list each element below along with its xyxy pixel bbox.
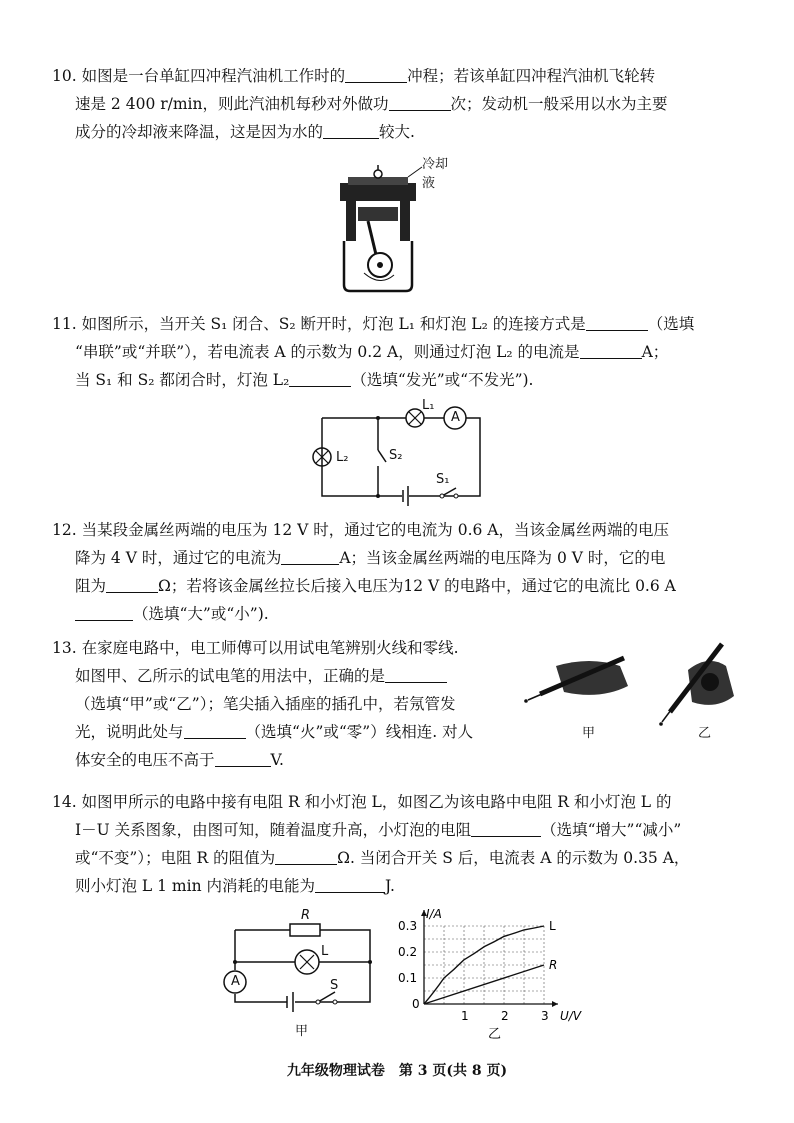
circuit-figure-q11	[312, 400, 492, 510]
answer-blank[interactable]	[215, 748, 271, 767]
y-tick-label: 0.1	[398, 971, 418, 985]
answer-blank[interactable]	[289, 368, 351, 387]
y-tick-label: 0.2	[398, 945, 418, 959]
x-axis-label: U/V	[560, 1009, 582, 1023]
answer-blank[interactable]	[345, 64, 407, 83]
resistor-r-label: R	[301, 908, 311, 923]
answer-blank[interactable]	[184, 720, 246, 739]
answer-blank[interactable]	[385, 664, 447, 683]
coolant-label: 冷却液	[422, 157, 449, 191]
answer-blank[interactable]	[323, 120, 379, 139]
ammeter-label: A	[451, 410, 460, 425]
question-12: 12. 当某段金属丝两端的电压为 12 V 时，通过它的电流为 0.6 A，当该金属丝两端的电压 降为 4 V 时，通过它的电流为 A；当该金属丝两端的电压降为 0 V 时，它的电 阻为 Ω；若将该金属丝拉长后接入电压为12 V 的电路中，通过它的电流比 0.6 A （选填“大”或“小”).	[52, 521, 676, 623]
iu-chart-svg	[390, 900, 590, 1050]
test-pen-figure	[520, 636, 760, 748]
iu-chart	[390, 900, 590, 1050]
lamp-l1-label: L₁	[422, 398, 435, 413]
question-10: 10. 如图是一台单缸四冲程汽油机工作时的 冲程；若该单缸四冲程汽油机飞轮转 速是 2 400 r/min，则此汽油机每秒对外做功 次；发动机一般采用以水为主要 成分的冷却液来降温，这是因为水的 较大.	[52, 62, 752, 146]
question-13: 13. 在家庭电路中，电工师傅可以用试电笔辨别火线和零线. 如图甲、乙所示的试电笔的用法中，正确的是 （选填“甲”或“乙”）；笔尖插入插座的插孔中，若氖管发 光，说明此处与 （选填“火”或“零”）线相连. 对人 体安全的电压不高于 V.	[52, 639, 474, 769]
answer-blank[interactable]	[106, 574, 158, 593]
x-tick-label: 1	[461, 1009, 469, 1023]
x-tick-label: 3	[541, 1009, 549, 1023]
switch-s2-label: S₂	[389, 448, 403, 463]
series-label-R: R	[549, 958, 558, 972]
fig-jia-caption: 甲	[295, 1024, 309, 1039]
page-footer: 九年级物理试卷 第 3 页(共 8 页)	[286, 1063, 508, 1079]
q10-text: 10. 如图是一台单缸四冲程汽油机工作时的	[52, 67, 346, 85]
question-11: 11. 如图所示，当开关 S₁ 闭合、S₂ 断开时，灯泡 L₁ 和灯泡 L₂ 的连接方式是 （选填 “串联”或“并联”），若电流表 A 的示数为 0.2 A，则通过灯泡 L₂ 的电流是 A； 当 S₁ 和 S₂ 都闭合时，灯泡 L₂ （选填“发光”或“不发光”).	[52, 310, 752, 394]
switch-s1-label: S₁	[436, 472, 450, 487]
answer-blank[interactable]	[75, 602, 133, 621]
answer-blank[interactable]	[275, 846, 337, 865]
answer-blank[interactable]	[580, 340, 642, 359]
answer-blank[interactable]	[281, 546, 339, 565]
circuit-diagram-jia	[215, 906, 385, 1016]
answer-blank[interactable]	[315, 874, 385, 893]
test-pen-illustrations	[520, 636, 760, 728]
switch-s-label: S	[330, 978, 339, 993]
x-tick-label: 2	[501, 1009, 509, 1023]
fig-jia-caption: 甲	[582, 726, 596, 741]
circuit-figure-q14	[215, 906, 385, 1042]
origin-label: 0	[412, 997, 420, 1011]
y-axis-label: I/A	[426, 907, 442, 921]
y-tick-label: 0.3	[398, 919, 418, 933]
answer-blank[interactable]	[586, 312, 648, 331]
answer-blank[interactable]	[471, 818, 541, 837]
lamp-l-label: L	[321, 944, 329, 959]
answer-blank[interactable]	[389, 92, 451, 111]
chart-caption: 乙	[488, 1027, 502, 1042]
series-label-L: L	[549, 919, 556, 933]
ammeter-label: A	[231, 974, 240, 989]
question-14: 14. 如图甲所示的电路中接有电阻 R 和小灯泡 L，如图乙为该电路中电阻 R 和小灯泡 L 的 I－U 关系图象，由图可知，随着温度升高，小灯泡的电阻 （选填“增大”“减小” 或“不变”）；电阻 R 的阻值为 Ω. 当闭合开关 S 后，电流表 A 的示数为 0.35 A， 则小灯泡 L 1 min 内消耗的电能为 J.	[52, 793, 690, 895]
lamp-l2-label: L₂	[336, 450, 349, 465]
fig-yi-caption: 乙	[698, 726, 712, 741]
x-axis-arrow	[552, 1001, 558, 1007]
engine-figure	[330, 155, 460, 295]
